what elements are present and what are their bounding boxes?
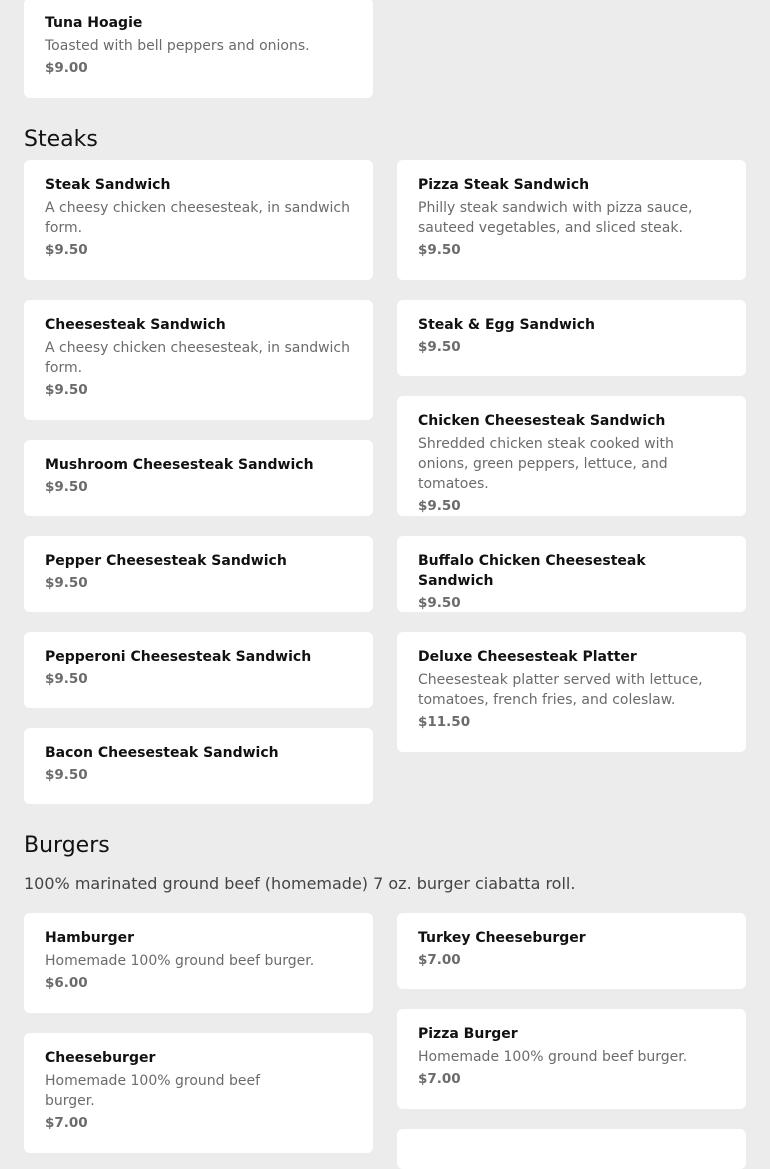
item-name: Tuna Hoagie [45, 15, 143, 31]
item-name: Pepper Cheesesteak Sandwich [45, 553, 287, 569]
menu-item-card[interactable] [397, 1129, 746, 1169]
section-description: 100% marinated ground beef (homemade) 7 oz. burger ciabatta roll. [24, 874, 576, 893]
menu-item-card[interactable] [24, 728, 373, 804]
item-description: A cheesy chicken cheesesteak, in sandwich form. [45, 340, 350, 376]
item-name: Turkey Cheeseburger [418, 930, 586, 946]
item-description: Shredded chicken steak cooked with onions, green peppers, lettuce, and tomatoes. [418, 436, 674, 492]
item-name: Bacon Cheesesteak Sandwich [45, 745, 279, 761]
item-price: $7.00 [418, 1071, 461, 1087]
item-name: Buffalo Chicken Cheesesteak Sandwich [418, 553, 646, 589]
item-name: Mushroom Cheesesteak Sandwich [45, 457, 314, 473]
menu-item-card[interactable] [397, 536, 746, 612]
menu-item-card[interactable] [24, 536, 373, 612]
item-name: Pizza Steak Sandwich [418, 177, 590, 193]
item-price: $7.00 [418, 952, 461, 968]
section-title-burgers: Burgers [24, 833, 110, 858]
item-price: $9.50 [418, 595, 461, 611]
menu-item-card[interactable] [24, 632, 373, 708]
item-name: Hamburger [45, 930, 135, 946]
section-title-steaks: Steaks [24, 127, 98, 152]
item-price: $9.50 [45, 242, 88, 258]
item-description: Cheesesteak platter served with lettuce, tomatoes, french fries, and coleslaw. [418, 672, 703, 708]
item-price: $6.00 [45, 975, 88, 991]
item-price: $9.50 [45, 767, 88, 783]
item-description: Toasted with bell peppers and onions. [45, 38, 310, 54]
menu-item-card[interactable] [397, 913, 746, 989]
item-price: $9.50 [45, 479, 88, 495]
item-price: $9.00 [45, 60, 88, 76]
menu-item-card[interactable] [397, 160, 746, 280]
item-price: $9.50 [45, 671, 88, 687]
item-price: $11.50 [418, 714, 471, 730]
menu-item-card[interactable] [24, 300, 373, 420]
item-name: Steak Sandwich [45, 177, 171, 193]
item-price: $9.50 [418, 498, 461, 514]
item-description: Homemade 100% ground beef burger. [418, 1049, 688, 1065]
menu-item-card[interactable] [397, 300, 746, 376]
item-description: Homemade 100% ground beef burger. [45, 953, 315, 969]
item-price: $9.50 [418, 339, 461, 355]
item-price: $7.00 [45, 1115, 88, 1131]
item-description: Philly steak sandwich with pizza sauce, sauteed vegetables, and sliced steak. [418, 200, 693, 236]
item-name: Chicken Cheesesteak Sandwich [418, 413, 666, 429]
item-name: Cheeseburger [45, 1050, 156, 1066]
menu-item-card[interactable] [397, 396, 746, 516]
item-price: $9.50 [45, 575, 88, 591]
item-price: $9.50 [45, 382, 88, 398]
item-name: Deluxe Cheesesteak Platter [418, 649, 637, 665]
item-price: $9.50 [418, 242, 461, 258]
menu-item-card[interactable] [24, 913, 373, 1013]
item-description: Homemade 100% ground beef burger. [45, 1073, 261, 1109]
item-description: A cheesy chicken cheesesteak, in sandwich form. [45, 200, 350, 236]
item-name: Pepperoni Cheesesteak Sandwich [45, 649, 312, 665]
menu-item-card[interactable] [24, 160, 373, 280]
menu-item-card[interactable] [397, 632, 746, 752]
menu-item-card[interactable] [397, 1009, 746, 1109]
menu-item-card[interactable] [24, 1033, 373, 1153]
menu-item-card[interactable] [24, 0, 373, 98]
item-name: Steak & Egg Sandwich [418, 317, 595, 333]
item-name: Cheesesteak Sandwich [45, 317, 226, 333]
menu-item-card[interactable] [24, 440, 373, 516]
item-name: Pizza Burger [418, 1026, 518, 1042]
